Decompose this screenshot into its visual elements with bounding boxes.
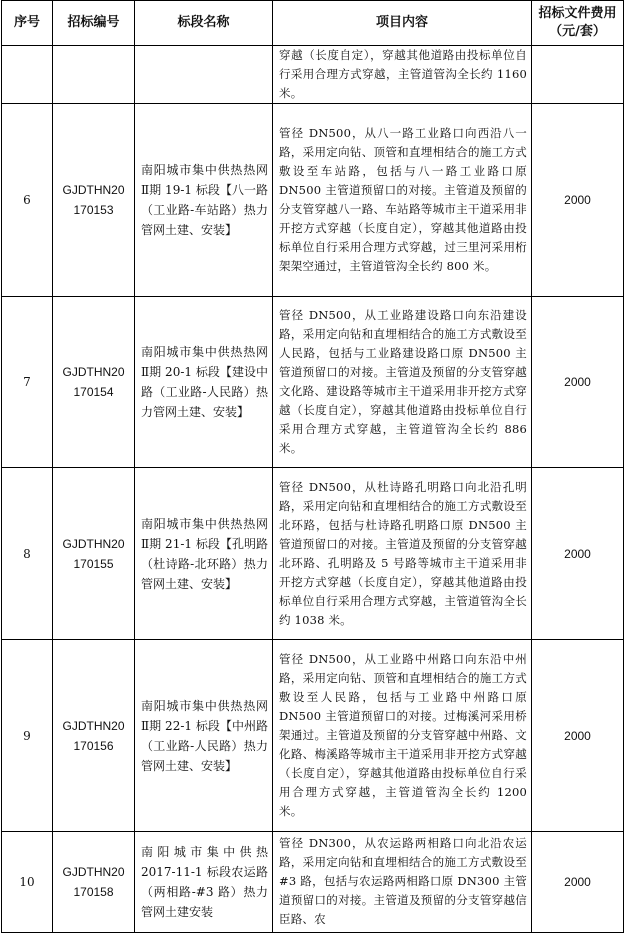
row-name: 南阳城市集中供热热网Ⅱ期 19-1 标段【八一路（工业路-车站路）热力管网土建、安装】 [135, 104, 273, 297]
header-content: 项目内容 [273, 1, 532, 46]
bid-table [1, 0, 624, 933]
row-content: 管径 DN500，从工业路建设路口向东沿建设路，采用定向钻和直埋相结合的施工方式敷设至人民路，包括与工业路建设路口原 DN500 主管道预留口的对接。主管道及预留的分支管穿越文化路、建设路等城市主干道采用非开挖方式穿越（长度自定），穿越其他道路由投标单位自行采用合理方式穿越，主管道管沟全长约 886 米。 [273, 297, 532, 468]
row-no: 6 [2, 104, 53, 297]
row-fee: 2000 [532, 104, 624, 297]
row-fee: 2000 [532, 640, 624, 832]
header-row [2, 1, 624, 46]
table-row [2, 104, 624, 297]
row-name [135, 46, 273, 104]
table-row [2, 832, 624, 933]
row-code [53, 46, 135, 104]
row-name: 南阳城市集中供热热网Ⅱ期 20-1 标段【建设中路（工业路-人民路）热力管网土建、安装】 [135, 297, 273, 468]
row-code: GJDTHN20 170154 [53, 297, 135, 468]
header-no: 序号 [2, 1, 53, 46]
row-code: GJDTHN20 170153 [53, 104, 135, 297]
header-code: 招标编号 [53, 1, 135, 46]
table-row [2, 468, 624, 640]
row-fee [532, 46, 624, 104]
row-fee: 2000 [532, 832, 624, 933]
table-row [2, 640, 624, 832]
row-no: 7 [2, 297, 53, 468]
row-code: GJDTHN20 170156 [53, 640, 135, 832]
row-content: 管径 DN500，从杜诗路孔明路口向北沿孔明路，采用定向钻和直埋相结合的施工方式敷设至北环路，包括与杜诗路孔明路口原 DN500 主管道预留口的对接。主管道及预留的分支管穿越北环路、孔明路及 5 号路等城市主干道采用非开挖方式穿越（长度自定），穿越其他道路由投标单位自行采用合理方式穿越，主管道管沟全长约 1038 米。 [273, 468, 532, 640]
row-name: 南阳城市集中供热热网Ⅱ期 22-1 标段【中州路（工业路-人民路）热力管网土建、安装】 [135, 640, 273, 832]
row-code: GJDTHN20 170155 [53, 468, 135, 640]
table-row [2, 46, 624, 104]
row-no: 9 [2, 640, 53, 832]
table-row [2, 297, 624, 468]
row-fee: 2000 [532, 297, 624, 468]
row-content [273, 832, 532, 933]
row-content: 管径 DN500，从八一路工业路口向西沿八一路，采用定向钻、顶管和直埋相结合的施工方式敷设至车站路，包括与八一路工业路口原 DN500 主管道预留口的对接。主管道及预留的分支管穿越八一路、车站路等城市主干道采用非开挖方式穿越（长度自定），穿越其他道路由投标单位自行采用合理方式穿越，过三里河采用桁架架空通过，主管道管沟全长约 800 米。 [273, 104, 532, 297]
row-no [2, 46, 53, 104]
row-no: 8 [2, 468, 53, 640]
row-no: 10 [2, 832, 53, 933]
row-content: 管径 DN500，从工业路中州路口向东沿中州路，采用定向钻、顶管和直埋相结合的施工方式敷设至人民路，包括与工业路中州路口原 DN500 主管道预留口的对接。过梅溪河采用桥架通过。主管道及预留的分支管穿越中州路、文化路、梅溪路等城市主干道采用非开挖方式穿越（长度自定），穿越其他道路由投标单位自行采用合理方式穿越，主管道管沟全长约 1200 米。 [273, 640, 532, 832]
row-code: GJDTHN20 170158 [53, 832, 135, 933]
header-fee: 招标文件费用（元/套） [532, 1, 624, 46]
row-content: 穿越（长度自定），穿越其他道路由投标单位自行采用合理方式穿越，主管道管沟全长约 1160 米。 [273, 46, 532, 104]
row-content-clip: 管径 DN300，从农运路两相路口向北沿农运路，采用定向钻和直埋相结合的施工方式敷设至#3 路，包括与农运路两相路口原 DN300 主管道预留口的对接。主管道及预留的分支管穿越信臣路、农 [279, 836, 527, 926]
row-name: 南阳城市集中供热 2017-11-1 标段农运路（两相路-#3 路）热力管网土建安装 [135, 832, 273, 933]
header-name: 标段名称 [135, 1, 273, 46]
row-fee: 2000 [532, 468, 624, 640]
row-name: 南阳城市集中供热热网Ⅱ期 21-1 标段【孔明路（杜诗路-北环路）热力管网土建、安装】 [135, 468, 273, 640]
